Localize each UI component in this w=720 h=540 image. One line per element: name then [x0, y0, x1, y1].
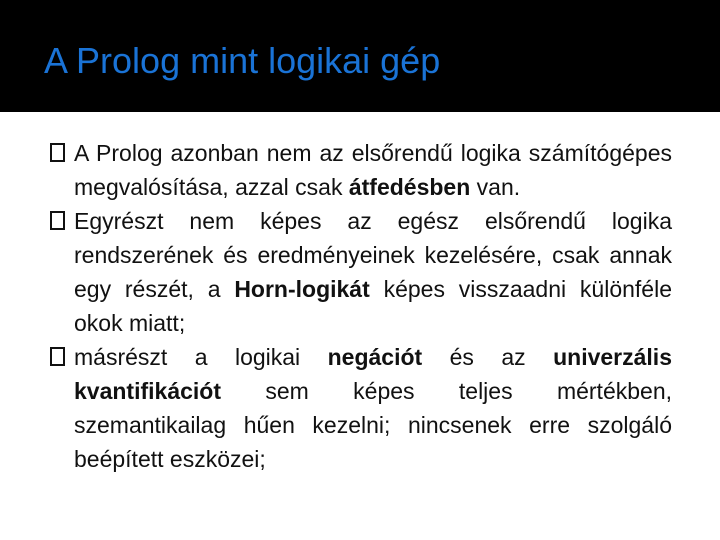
bullet-text: képes visszaadni különféle okok miatt;: [74, 276, 672, 336]
title-bar: [0, 0, 720, 112]
bullet-text: van.: [470, 174, 521, 200]
bullet-item: [50, 204, 672, 340]
bullet-text: és az: [422, 344, 554, 370]
square-outline-icon: [50, 211, 65, 230]
bold-term: Horn-logikát: [234, 276, 370, 302]
square-outline-icon: [50, 143, 65, 162]
bullet-text: Egyrészt nem képes az egész elsőrendű logika rendszerének és eredményeinek kezelésére, csak annak egy részét, a: [74, 208, 672, 302]
slide-title: A Prolog mint logikai gép: [44, 40, 441, 81]
bold-term: átfedésben: [348, 174, 471, 200]
bullet-list: [50, 136, 672, 476]
bullet-item: [50, 136, 672, 204]
bullet-text: sem képes teljes mértékben, szemantikailag hűen kezelni; nincsenek erre szolgáló beépített eszközei;: [74, 378, 672, 472]
bullet-item: [50, 340, 672, 476]
bold-term: negációt: [327, 344, 423, 370]
bold-term: univerzális kvantifikációt: [74, 344, 672, 404]
bullet-text: A Prolog azonban nem az elsőrendű logika számítógépes megvalósítása, azzal csak: [74, 140, 672, 200]
square-outline-icon: [50, 347, 65, 366]
bullet-text: másrészt a logikai: [74, 344, 328, 370]
